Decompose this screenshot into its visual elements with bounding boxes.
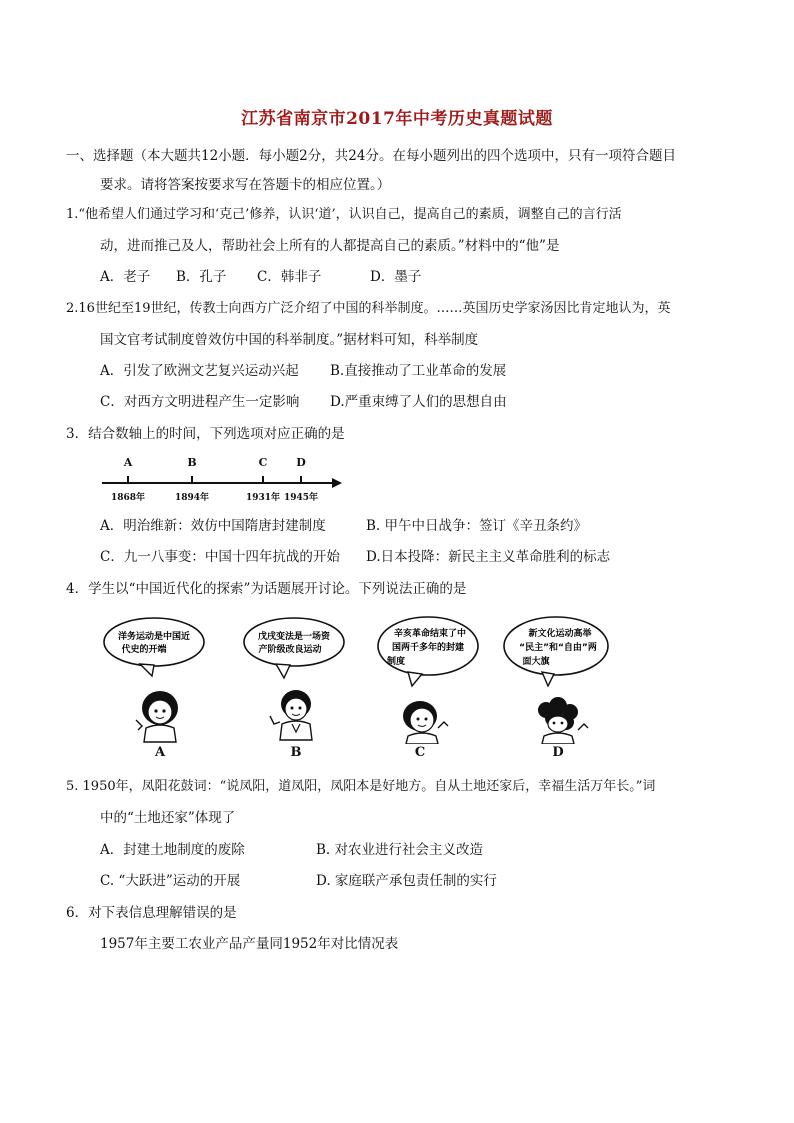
timeline-year-d: 1945年 [283, 493, 319, 503]
cartoon-b-bubble-line1: 戊戌变法是一场资 [257, 632, 331, 642]
cartoon-c-bubble-line3: 制度 [386, 657, 406, 667]
timeline-tick-b [191, 476, 193, 483]
timeline-letter-b: B [187, 456, 197, 469]
cartoon-b-label: B [290, 745, 302, 760]
q5-stem-line1: 5. 1950年，凤阳花鼓词：“说凤阳，道凤阳，凤阳本是好地方。自从土地还家后，幸福生活万年长。”词 [66, 779, 656, 794]
cartoon-a-illustration [96, 612, 222, 744]
cartoon-c [368, 612, 494, 770]
cartoon-c-bubble-line2: 国两千多年的封建 [391, 643, 465, 653]
timeline-year-b: 1894年 [174, 493, 210, 503]
timeline-tick-d [300, 476, 302, 483]
cartoon-b-illustration [236, 612, 362, 744]
q1-option-d: D．墨子 [370, 269, 422, 285]
q3-option-a: A．明治维新：效仿中国隋唐封建制度 [100, 518, 326, 534]
timeline-axis [96, 456, 346, 504]
q5-option-d: D. 家庭联产承包责任制的实行 [316, 873, 497, 889]
cartoon-d-illustration [496, 612, 626, 744]
q1-option-a: A．老子 [100, 269, 151, 285]
q5-option-c: C. “大跃进”运动的开展 [100, 873, 241, 889]
q2-option-c: C．对西方文明进程产生一定影响 [100, 394, 300, 410]
cartoon-c-label: C [414, 745, 426, 760]
cartoon-a-bubble-line2: 代史的开端 [121, 645, 167, 655]
timeline-letter-a: A [123, 456, 133, 469]
cartoon-a [96, 612, 222, 770]
cartoon-b-bubble-line2: 产阶级改良运动 [258, 645, 322, 655]
timeline-letter-d: D [296, 456, 306, 469]
cartoon-c-illustration [368, 612, 494, 744]
section-heading-line2: 要求。请将答案按要求写在答题卡的相应位置。） [100, 177, 391, 193]
q3-option-c: C．九一八事变：中国十四年抗战的开始 [100, 549, 340, 565]
q1-stem-line1: 1.“他希望人们通过学习和‘克己’修养，认识‘道’，认识自己，提高自己的素质，调整自己的言行活 [66, 207, 622, 222]
timeline-year-a: 1868年 [110, 493, 146, 503]
cartoon-c-bubble-line1: 辛亥革命结束了中 [393, 629, 467, 639]
q2-stem-line1: 2.16世纪至19世纪，传教士向西方广泛介绍了中国的科举制度。……英国历史学家汤因比肯定地认为，英 [66, 301, 671, 316]
cartoon-b [236, 612, 362, 770]
exam-title: 江苏省南京市2017年中考历史真题试题 [241, 109, 553, 129]
q5-option-b: B. 对农业进行社会主义改造 [316, 842, 484, 858]
timeline-tick-a [127, 476, 129, 483]
q5-option-a: A．封建土地制度的废除 [100, 842, 245, 858]
cartoon-d-bubble-line1: 新文化运动高举 [528, 629, 592, 639]
cartoon-a-label: A [154, 745, 166, 760]
q2-stem-line2: 国文官考试制度曾效仿中国的科举制度。”据材料可知，科举制度 [100, 332, 479, 348]
timeline-letter-c: C [258, 456, 268, 469]
q3-option-b: B. 甲午中日战争：签订《辛丑条约》 [366, 518, 588, 534]
cartoon-d [496, 612, 626, 770]
q6-stem: 6．对下表信息理解错误的是 [66, 905, 237, 921]
timeline-arrow-icon [332, 478, 342, 488]
timeline-year-c: 1931年 [245, 493, 281, 503]
q4-stem: 4．学生以“中国近代化的探索”为话题展开讨论。下列说法正确的是 [66, 581, 467, 597]
q1-option-b: B．孔子 [176, 269, 227, 285]
cartoon-d-bubble-line3: 面大旗 [522, 657, 550, 667]
q3-option-d: D.日本投降：新民主主义革命胜利的标志 [366, 549, 611, 565]
q2-option-a: A．引发了欧洲文艺复兴运动兴起 [100, 363, 299, 379]
cartoon-d-bubble-line2: “民主”和“自由”两 [519, 643, 597, 653]
cartoon-d-label: D [552, 745, 564, 760]
section-heading-line1: 一、选择题（本大题共12小题．每小题2分，共24分。在每小题列出的四个选项中，只有一项符合题目 [66, 148, 676, 164]
q6-table-caption: 1957年主要工农业产品产量同1952年对比情况表 [100, 936, 399, 952]
q2-option-d: D.严重束缚了人们的思想自由 [330, 394, 507, 410]
cartoon-a-bubble-line1: 洋务运动是中国近 [117, 632, 191, 642]
q2-option-b: B.直接推动了工业革命的发展 [330, 363, 507, 379]
q1-option-c: C．韩非子 [257, 269, 322, 285]
q5-stem-line2: 中的“土地还家”体现了 [100, 810, 236, 826]
q3-stem: 3．结合数轴上的时间，下列选项对应正确的是 [66, 426, 345, 442]
q1-stem-line2: 动，进而推己及人，帮助社会上所有的人都提高自己的素质。”材料中的“他”是 [100, 238, 560, 254]
timeline-tick-c [262, 476, 264, 483]
